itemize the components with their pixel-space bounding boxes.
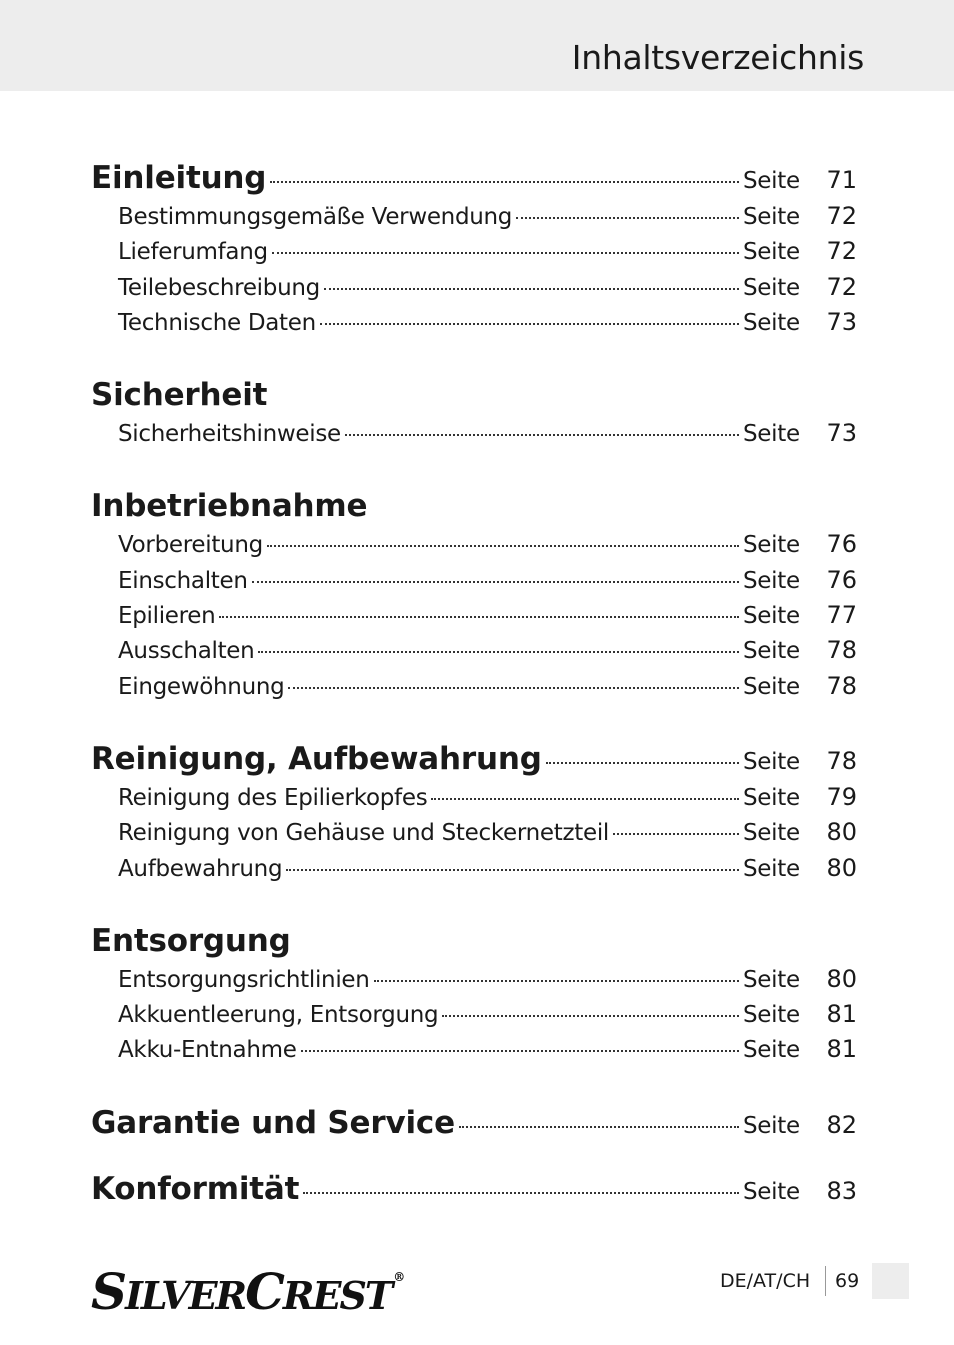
toc-entry[interactable]	[91, 566, 857, 601]
toc-item-label: Lieferumfang	[118, 239, 268, 266]
toc-entry[interactable]	[91, 419, 857, 454]
toc-section-title: Reinigung, Aufbewahrung	[91, 740, 542, 777]
toc-entry[interactable]	[91, 1105, 857, 1147]
page-number: 76	[826, 565, 857, 594]
seite-label: Seite	[743, 820, 800, 847]
leader-dots	[303, 1192, 739, 1194]
toc-item-label: Technische Daten	[118, 309, 316, 336]
page-title: Inhaltsverzeichnis	[571, 38, 864, 77]
seite-label: Seite	[743, 673, 800, 700]
toc-section-title: Entsorgung	[91, 922, 291, 959]
toc-item-label: Entsorgungsrichtlinien	[118, 966, 370, 993]
leader-dots	[613, 833, 739, 835]
seite-label: Seite	[743, 1112, 800, 1139]
table-of-contents	[91, 160, 857, 1213]
toc-item-label: Einschalten	[118, 567, 248, 594]
seite-label: Seite	[743, 532, 800, 559]
page-number: 83	[826, 1176, 857, 1205]
page-number: 72	[826, 272, 857, 301]
footer-page-number: 69	[835, 1270, 860, 1292]
leader-dots	[345, 434, 739, 436]
toc-section-title: Sicherheit	[91, 377, 268, 414]
leader-dots	[459, 1126, 739, 1128]
toc-entry[interactable]	[91, 1035, 857, 1070]
toc-item-label: Akku-Entnahme	[118, 1037, 297, 1064]
toc-entry[interactable]	[91, 237, 857, 272]
page-number: 80	[826, 964, 857, 993]
leader-dots	[258, 651, 739, 653]
toc-item-label: Akkuentleerung, Entsorgung	[118, 1002, 439, 1029]
page-number: 72	[826, 202, 857, 230]
toc-section-sicherheit	[91, 377, 857, 454]
page-number: 73	[826, 419, 857, 448]
leader-dots	[301, 1050, 739, 1052]
toc-item-label: Ausschalten	[118, 638, 255, 665]
page-number: 76	[826, 530, 857, 559]
toc-section-einleitung	[91, 160, 857, 343]
leader-dots	[516, 217, 739, 219]
seite-label: Seite	[743, 966, 800, 993]
toc-item-label: Epilieren	[118, 603, 216, 630]
toc-section-inbetriebnahme	[91, 488, 857, 706]
toc-heading[interactable]	[91, 488, 857, 530]
toc-section-entsorgung	[91, 923, 857, 1071]
page-number: 78	[826, 671, 857, 700]
page-number: 80	[826, 853, 857, 882]
toc-section-title: Inbetriebnahme	[91, 488, 368, 525]
silvercrest-logo: SILVERCREST ®	[91, 1262, 406, 1321]
footer-divider	[825, 1266, 826, 1296]
leader-dots	[286, 869, 739, 871]
page-number: 73	[826, 307, 857, 336]
seite-label: Seite	[743, 239, 800, 266]
seite-label: Seite	[743, 309, 800, 336]
seite-label: Seite	[743, 1002, 800, 1029]
seite-label: Seite	[743, 638, 800, 665]
seite-label: Seite	[743, 603, 800, 630]
seite-label: Seite	[743, 748, 800, 775]
seite-label: Seite	[743, 855, 800, 882]
leader-dots	[374, 980, 739, 982]
leader-dots	[324, 288, 739, 290]
toc-entry[interactable]	[91, 672, 857, 707]
toc-item-label: Reinigung von Gehäuse und Steckernetzteil	[118, 820, 610, 847]
toc-heading[interactable]	[91, 923, 857, 965]
page-number: 78	[826, 746, 857, 775]
leader-dots	[320, 323, 739, 325]
page-number: 81	[826, 1035, 857, 1064]
page-number: 71	[826, 166, 857, 194]
toc-heading[interactable]	[91, 377, 857, 419]
seite-label: Seite	[743, 274, 800, 301]
toc-entry[interactable]	[91, 273, 857, 308]
toc-section-title: Konformität	[91, 1170, 300, 1207]
toc-item-label: Vorbereitung	[118, 532, 263, 559]
toc-entry[interactable]	[91, 818, 857, 853]
seite-label: Seite	[743, 1037, 800, 1064]
toc-entry[interactable]	[91, 636, 857, 671]
leader-dots	[252, 581, 739, 583]
leader-dots	[272, 252, 739, 254]
page-number: 82	[826, 1110, 857, 1139]
page-number: 81	[826, 1000, 857, 1029]
toc-entry[interactable]	[91, 530, 857, 565]
page-number: 77	[826, 601, 857, 630]
toc-section-title: Einleitung	[91, 160, 267, 196]
toc-entry[interactable]	[91, 160, 857, 202]
toc-section-title: Garantie und Service	[91, 1104, 455, 1141]
leader-dots	[270, 181, 739, 183]
toc-entry[interactable]	[91, 1000, 857, 1035]
footer-region: DE/AT/CH	[720, 1270, 811, 1292]
seite-label: Seite	[743, 567, 800, 594]
toc-entry[interactable]	[91, 308, 857, 343]
toc-entry[interactable]	[91, 854, 857, 889]
footer-tab-marker	[872, 1263, 909, 1299]
toc-entry[interactable]	[91, 1171, 857, 1213]
leader-dots	[546, 762, 739, 764]
leader-dots	[288, 687, 739, 689]
toc-section-reinigung	[91, 741, 857, 889]
toc-entry[interactable]	[91, 965, 857, 1000]
seite-label: Seite	[743, 168, 800, 194]
page-number: 72	[826, 237, 857, 266]
toc-item-label: Bestimmungsgemäße Verwendung	[118, 204, 513, 230]
toc-entry[interactable]	[91, 202, 857, 237]
seite-label: Seite	[743, 1178, 800, 1205]
leader-dots	[442, 1015, 739, 1017]
toc-item-label: Aufbewahrung	[118, 855, 283, 882]
seite-label: Seite	[743, 421, 800, 448]
toc-entry[interactable]	[91, 783, 857, 818]
toc-entry[interactable]	[91, 741, 857, 783]
seite-label: Seite	[743, 204, 800, 230]
toc-item-label: Reinigung des Epilierkopfes	[118, 784, 428, 811]
leader-dots	[431, 798, 739, 800]
page-number: 79	[826, 782, 857, 811]
seite-label: Seite	[743, 784, 800, 811]
toc-entry[interactable]	[91, 601, 857, 636]
toc-section-konformitaet	[91, 1171, 857, 1213]
leader-dots	[267, 545, 739, 547]
toc-item-label: Eingewöhnung	[118, 673, 285, 700]
toc-item-label: Sicherheitshinweise	[118, 421, 341, 448]
page-number: 80	[826, 818, 857, 847]
toc-item-label: Teilebeschreibung	[118, 274, 320, 301]
leader-dots	[219, 616, 739, 618]
toc-section-garantie	[91, 1105, 857, 1147]
page-number: 78	[826, 636, 857, 665]
